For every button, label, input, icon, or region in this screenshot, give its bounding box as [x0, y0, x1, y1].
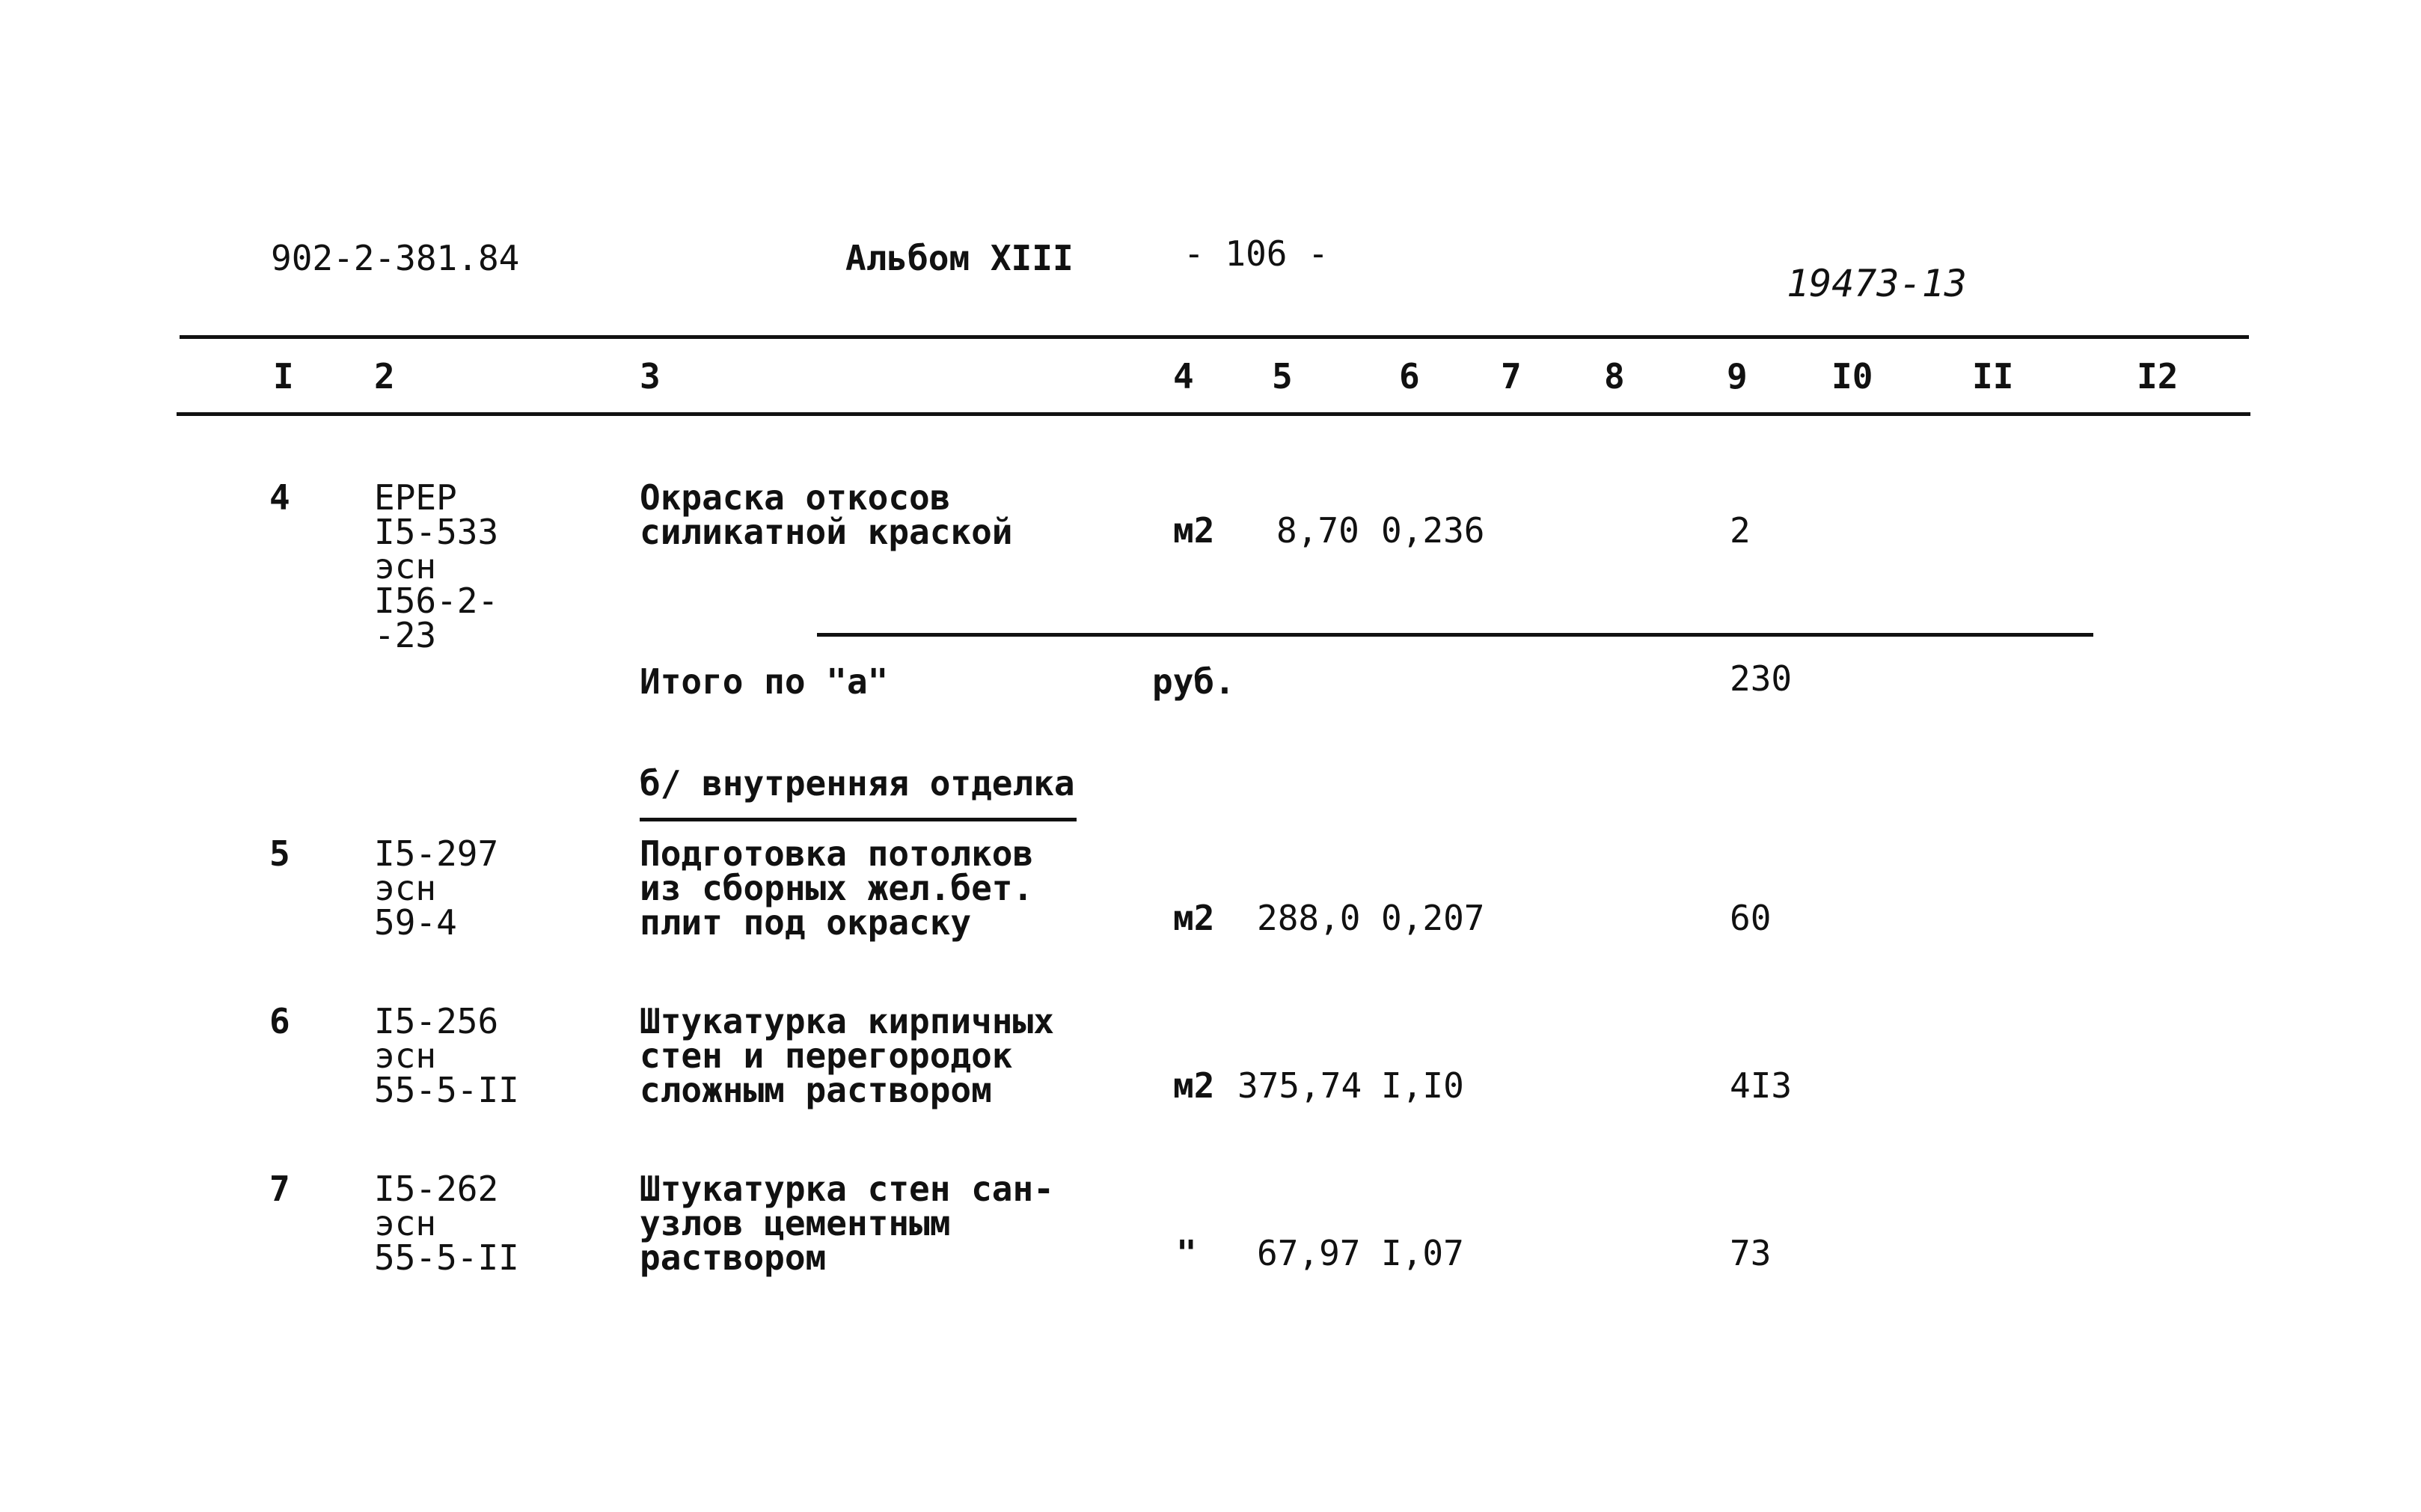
code-line: I5-256	[374, 1001, 499, 1041]
code-line: эсн	[374, 546, 437, 587]
row-description	[640, 1169, 1054, 1278]
row-rate: 0,207	[1381, 898, 1485, 938]
description-line: Штукатурка кирпичных	[640, 1001, 1054, 1041]
column-header-4: 4	[1173, 356, 1194, 397]
row-total: 73	[1730, 1233, 1772, 1273]
row-unit: м2	[1173, 510, 1215, 551]
header-top-rule	[180, 335, 2249, 339]
row-codes	[374, 477, 499, 655]
handwritten-reference: 19473-13	[1787, 262, 1967, 305]
code-line: ЕРЕР	[374, 477, 457, 518]
row-quantity: 67,97	[1257, 1233, 1361, 1273]
header-bottom-rule	[177, 412, 2250, 416]
row-quantity: 375,74	[1237, 1065, 1362, 1106]
code-line: -23	[374, 615, 437, 655]
row-number: 6	[269, 1001, 290, 1041]
code-line: 55-5-II	[374, 1070, 519, 1110]
column-header-1: I	[273, 356, 294, 397]
column-header-2: 2	[374, 356, 395, 397]
subtotal-rule	[817, 633, 2093, 637]
subtotal-total: 230	[1730, 658, 1793, 699]
subtotal-label: Итого по "а"	[640, 661, 889, 702]
code-line: I5-297	[374, 833, 499, 874]
column-header-10: I0	[1831, 356, 1873, 397]
row-codes	[374, 1169, 519, 1278]
row-unit: м2	[1173, 1065, 1215, 1106]
row-description	[640, 833, 1034, 943]
description-line: Подготовка потолков	[640, 833, 1034, 874]
column-header-11: II	[1972, 356, 2014, 397]
code-line: 55-5-II	[374, 1237, 519, 1278]
column-header-5: 5	[1272, 356, 1293, 397]
description-line: раствором	[640, 1237, 827, 1278]
row-quantity: 288,0	[1257, 898, 1361, 938]
row-number: 4	[269, 477, 290, 518]
description-line: сложным раствором	[640, 1070, 992, 1110]
code-line: эсн	[374, 1035, 437, 1076]
section-title: б/ внутренняя отделка	[640, 763, 1075, 804]
row-unit: м2	[1173, 898, 1215, 938]
row-codes	[374, 1001, 519, 1110]
row-codes	[374, 833, 499, 943]
row-total: 60	[1730, 898, 1772, 938]
column-header-12: I2	[2137, 356, 2179, 397]
document-code: 902-2-381.84	[271, 238, 520, 278]
row-rate: I,I0	[1381, 1065, 1464, 1106]
row-description	[640, 477, 1013, 552]
row-total: 4I3	[1730, 1065, 1793, 1106]
description-line: Окраска откосов	[640, 477, 951, 518]
code-line: I5-262	[374, 1169, 499, 1209]
code-line: I56-2-	[374, 581, 499, 621]
album-label: Альбом XIII	[845, 238, 1074, 278]
description-line: стен и перегородок	[640, 1035, 1013, 1076]
column-header-6: 6	[1399, 356, 1420, 397]
page-number: - 106 -	[1184, 233, 1329, 274]
code-line: эсн	[374, 868, 437, 908]
description-line: из сборных жел.бет.	[640, 868, 1034, 908]
row-rate: 0,236	[1381, 510, 1485, 551]
row-rate: I,07	[1381, 1233, 1464, 1273]
description-line: Штукатурка стен сан-	[640, 1169, 1054, 1209]
row-number: 5	[269, 833, 290, 874]
column-header-3: 3	[640, 356, 661, 397]
code-line: 59-4	[374, 902, 457, 943]
row-total: 2	[1730, 510, 1751, 551]
description-line: силикатной краской	[640, 512, 1013, 552]
column-header-8: 8	[1604, 356, 1625, 397]
section-title-underline	[640, 818, 1077, 821]
subtotal-unit: руб.	[1152, 661, 1235, 702]
description-line: плит под окраску	[640, 902, 972, 943]
column-header-9: 9	[1727, 356, 1748, 397]
row-quantity: 8,70	[1276, 510, 1359, 551]
code-line: I5-533	[374, 512, 499, 552]
row-unit: "	[1176, 1233, 1197, 1273]
description-line: узлов цементным	[640, 1203, 951, 1243]
code-line: эсн	[374, 1203, 437, 1243]
row-description	[640, 1001, 1054, 1110]
row-number: 7	[269, 1169, 290, 1209]
column-header-7: 7	[1501, 356, 1522, 397]
